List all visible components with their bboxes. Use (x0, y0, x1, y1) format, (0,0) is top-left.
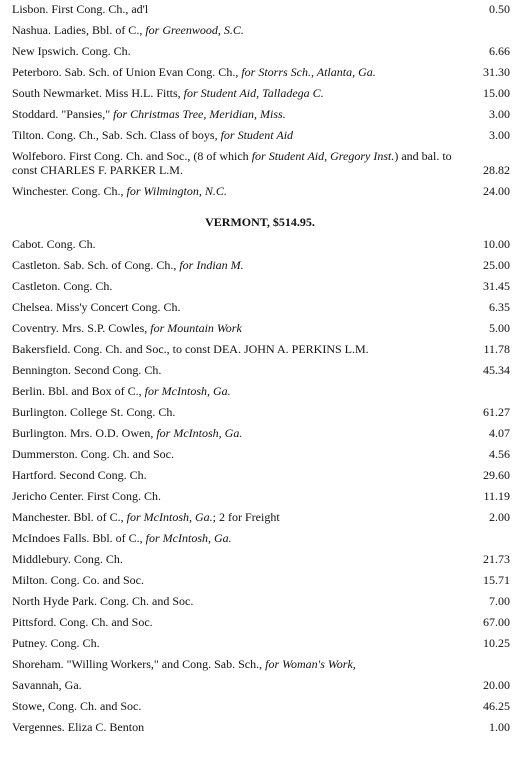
entry-amount: 2.00 (489, 510, 510, 524)
entry-amount: 15.71 (483, 573, 510, 587)
entry-amount: 3.00 (489, 107, 510, 121)
entry-text: Stoddard. "Pansies," (12, 107, 114, 121)
entry-description (12, 678, 510, 692)
entry-description (12, 128, 510, 142)
section-heading: VERMONT, $514.95. (205, 215, 315, 229)
entry-amount: 6.35 (489, 300, 510, 314)
entry-text: Savannah, Ga. (12, 678, 82, 692)
ledger-entry (12, 468, 510, 482)
entry-description (12, 86, 510, 100)
entry-text: Cabot. Cong. Ch. (12, 237, 96, 251)
entry-text: Jericho Center. First Cong. Ch. (12, 489, 161, 503)
entry-text: Wolfeboro. First Cong. Ch. and Soc., (8 of which (12, 149, 252, 163)
ledger-entry (12, 2, 510, 16)
entry-text: Burlington. Mrs. O.D. Owen, (12, 426, 157, 440)
entry-text: Manchester. Bbl. of C., (12, 510, 127, 524)
entry-description (12, 636, 510, 650)
entry-amount: 0.50 (489, 2, 510, 16)
entry-description (12, 699, 510, 713)
entry-text: Lisbon. First Cong. Ch., ad'l (12, 2, 149, 16)
entry-description (12, 426, 510, 440)
entry-description (12, 468, 510, 482)
entry-text: Stowe, Cong. Ch. and Soc. (12, 699, 142, 713)
entry-text: Shoreham. "Willing Workers," and Cong. Sab. Sch., (12, 657, 266, 671)
entry-description (12, 384, 510, 398)
ledger-entry (12, 258, 510, 272)
ledger-entry (12, 531, 510, 545)
ledger-entry (12, 128, 510, 142)
entry-description (12, 447, 510, 461)
ledger-entry (12, 447, 510, 461)
entry-text: Dummerston. Cong. Ch. and Soc. (12, 447, 174, 461)
entry-designation: for Storrs Sch., Atlanta, Ga. (241, 65, 376, 79)
entry-amount: 5.00 (489, 321, 510, 335)
entry-description (12, 23, 510, 37)
ledger-entry (12, 279, 510, 293)
entry-designation: for McIntosh, Ga. (145, 531, 232, 545)
entry-amount: 31.45 (483, 279, 510, 293)
entry-description (12, 107, 510, 121)
ledger-entry (12, 510, 510, 524)
entry-description (12, 300, 510, 314)
entry-amount: 29.60 (483, 468, 510, 482)
entry-amount: 1.00 (489, 720, 510, 734)
entry-text: North Hyde Park. Cong. Ch. and Soc. (12, 594, 194, 608)
entry-text: McIndoes Falls. Bbl. of C., (12, 531, 146, 545)
entry-description (12, 65, 510, 79)
entry-amount: 3.00 (489, 128, 510, 142)
entry-text-tail: ; 2 for Freight (212, 510, 280, 524)
entry-description (12, 342, 510, 356)
entry-designation: for Indian M. (179, 258, 244, 272)
entry-designation: for McIntosh, Ga. (156, 426, 243, 440)
entry-amount: 61.27 (483, 405, 510, 419)
entry-description (12, 184, 510, 198)
entry-text: Castleton. Cong. Ch. (12, 279, 113, 293)
entry-text: Milton. Cong. Co. and Soc. (12, 573, 145, 587)
entry-amount: 11.78 (483, 342, 510, 356)
ledger-entry (12, 184, 510, 198)
entry-designation: for Woman's Work, (265, 657, 356, 671)
entry-amount: 20.00 (483, 678, 510, 692)
ledger-entry (12, 720, 510, 734)
entry-amount: 4.07 (489, 426, 510, 440)
entry-amount: 10.25 (483, 636, 510, 650)
entry-text: Hartford. Second Cong. Ch. (12, 468, 147, 482)
entry-amount: 67.00 (483, 615, 510, 629)
ledger-entry (12, 149, 510, 177)
entry-text: Berlin. Bbl. and Box of C., (12, 384, 145, 398)
ledger-entry (12, 363, 510, 377)
ledger-entry (12, 237, 510, 251)
entry-description (12, 321, 510, 335)
entry-description (12, 594, 510, 608)
entry-designation: for McIntosh, Ga. (144, 384, 231, 398)
entry-description (12, 405, 510, 419)
entry-text: South Newmarket. Miss H.L. Fitts, (12, 86, 184, 100)
entry-description (12, 489, 510, 503)
entry-description (12, 258, 510, 272)
entry-description (12, 531, 510, 545)
ledger-entry (12, 300, 510, 314)
ledger-entry (12, 86, 510, 100)
entry-text: Chelsea. Miss'y Concert Cong. Ch. (12, 300, 181, 314)
entry-description (12, 657, 510, 671)
entry-amount: 28.82 (483, 163, 510, 177)
entry-amount: 25.00 (483, 258, 510, 272)
entry-amount: 6.66 (489, 44, 510, 58)
entry-amount: 31.30 (483, 65, 510, 79)
ledger-entry (12, 384, 510, 398)
ledger-entry (12, 678, 510, 692)
ledger-entry (12, 657, 510, 671)
entry-amount: 21.73 (483, 552, 510, 566)
entry-description (12, 279, 510, 293)
entry-description (12, 615, 510, 629)
entry-description (12, 44, 510, 58)
entry-text: Coventry. Mrs. S.P. Cowles, (12, 321, 151, 335)
ledger-entry (12, 321, 510, 335)
entry-amount: 10.00 (483, 237, 510, 251)
entry-text: New Ipswich. Cong. Ch. (12, 44, 131, 58)
entry-text: Tilton. Cong. Ch., Sab. Sch. Class of boys, (12, 128, 221, 142)
entry-description (12, 552, 510, 566)
entry-designation: for Greenwood, S.C. (145, 23, 244, 37)
entry-text: Vergennes. Eliza C. Benton (12, 720, 145, 734)
entry-amount: 24.00 (483, 184, 510, 198)
entry-description (12, 363, 510, 377)
ledger-entry (12, 65, 510, 79)
entry-text: Middlebury. Cong. Ch. (12, 552, 123, 566)
ledger-entry (12, 342, 510, 356)
entry-text: Winchester. Cong. Ch., (12, 184, 127, 198)
ledger-entry (12, 615, 510, 629)
entry-designation: for Christmas Tree, Meridian, Miss. (113, 107, 286, 121)
entry-text: Nashua. Ladies, Bbl. of C., (12, 23, 146, 37)
entry-description (12, 2, 510, 16)
entry-text-tail: ) and bal. to const CHARLES F. PARKER L.M. (12, 149, 452, 177)
entry-designation: for Wilmington, N.C. (126, 184, 227, 198)
entry-text: Bennington. Second Cong. Ch. (12, 363, 162, 377)
ledger-entry (12, 552, 510, 566)
entry-text: Burlington. College St. Cong. Ch. (12, 405, 176, 419)
entry-amount: 7.00 (489, 594, 510, 608)
entry-text: Pittsford. Cong. Ch. and Soc. (12, 615, 153, 629)
entry-designation: for Student Aid (220, 128, 294, 142)
ledger-entry (12, 426, 510, 440)
entry-text: Castleton. Sab. Sch. of Cong. Ch., (12, 258, 180, 272)
entry-description (12, 149, 510, 177)
entry-amount: 46.25 (483, 699, 510, 713)
entry-amount: 15.00 (483, 86, 510, 100)
entry-text: Putney. Cong. Ch. (12, 636, 100, 650)
entry-description (12, 237, 510, 251)
entry-designation: for Mountain Work (150, 321, 242, 335)
ledger-entry (12, 23, 510, 37)
entry-designation: for Student Aid, Talladega C. (183, 86, 324, 100)
entry-text: Bakersfield. Cong. Ch. and Soc., to const DEA. JOHN A. PERKINS L.M. (12, 342, 369, 356)
entry-designation: for Student Aid, Gregory Inst. (251, 149, 395, 163)
entry-description (12, 720, 510, 734)
entry-description (12, 510, 510, 524)
ledger-entry (12, 405, 510, 419)
ledger-entry (12, 44, 510, 58)
ledger-entry (12, 489, 510, 503)
ledger-entry (12, 699, 510, 713)
entry-amount: 11.19 (483, 489, 510, 503)
entry-description (12, 573, 510, 587)
ledger-entry (12, 107, 510, 121)
entry-designation: for McIntosh, Ga. (126, 510, 213, 524)
ledger-entry (12, 594, 510, 608)
entry-amount: 4.56 (489, 447, 510, 461)
ledger-entry (12, 636, 510, 650)
ledger-entry (12, 573, 510, 587)
entry-amount: 45.34 (483, 363, 510, 377)
entry-text: Peterboro. Sab. Sch. of Union Evan Cong. Ch., (12, 65, 242, 79)
